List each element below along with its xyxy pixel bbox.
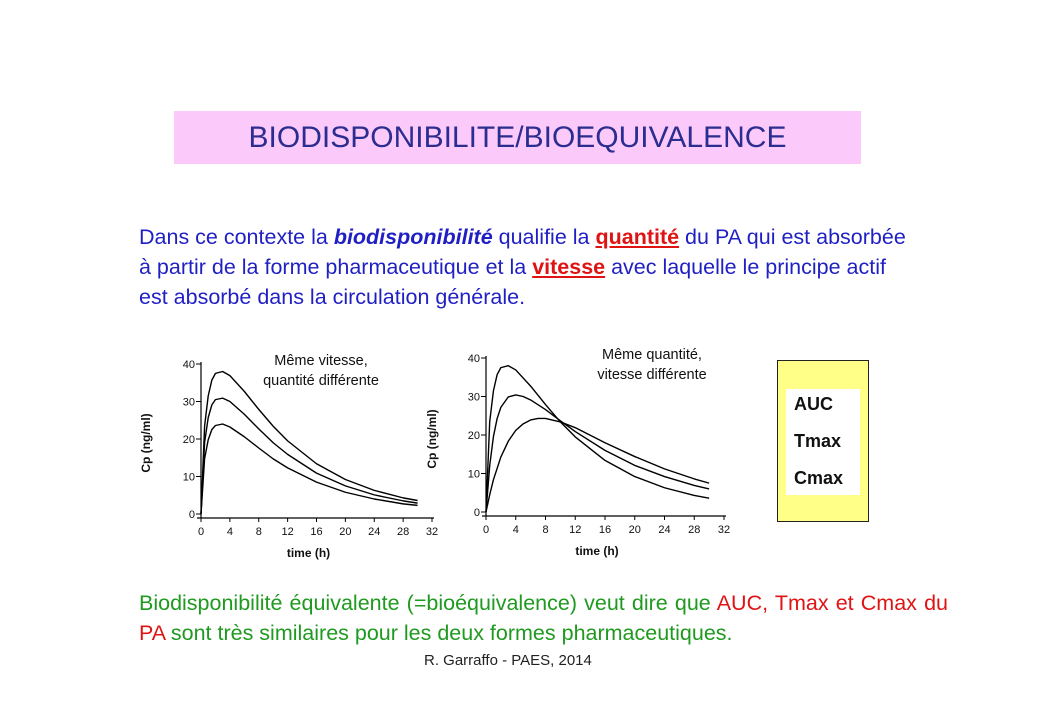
x-tick-label: 16 [598,524,612,536]
y-tick-label: 30 [182,396,195,409]
chart-annotation: Même quantité, [602,347,702,363]
series-line-1 [201,372,418,515]
y-tick-label: 10 [182,471,195,484]
x-axis-label: time (h) [575,544,619,558]
y-tick-label: 0 [473,507,480,519]
intro-text-2: qualifie la [492,225,596,249]
x-tick-label: 8 [542,524,549,536]
x-tick-label: 32 [717,524,731,536]
pk-parameters-list [786,389,860,495]
x-tick-label: 28 [688,524,701,536]
y-tick-label: 0 [188,509,195,521]
chart-same-quantity [420,340,740,570]
conclusion-paragraph [139,588,948,648]
title-banner [174,111,861,164]
y-axis-label: Cp (ng/ml) [139,413,153,473]
y-tick-label: 20 [467,430,480,442]
author-credit: R. Garraffo - PAES, 2014 [424,652,592,669]
series-line-2 [201,398,418,514]
intro-text-4: avec laquelle le principe actif est absorbé dans la circulation générale. [139,255,886,309]
x-tick-label: 32 [425,526,439,538]
x-tick-label: 16 [310,526,323,538]
intro-term-vitesse: vitesse [532,255,606,279]
y-tick-label: 40 [182,359,195,371]
param-cmax: Cmax [794,468,844,488]
x-tick-label: 24 [658,524,671,536]
intro-text-3: du PA qui est absorbée à partir de la forme pharmaceutique et la [139,225,906,279]
y-tick-label: 10 [467,468,480,481]
chart-annotation: quantité différente [263,373,379,389]
conclusion-text-1: Biodisponibilité équivalente (=bioéquivalence) veut dire que [139,591,717,615]
y-tick-label: 30 [467,391,480,404]
x-tick-label: 12 [569,524,582,536]
conclusion-parameters: AUC, Tmax et Cmax du PA [139,591,948,645]
y-tick-label: 40 [467,353,480,365]
x-tick-label: 4 [512,524,519,536]
x-tick-label: 0 [482,524,490,536]
x-tick-label: 28 [397,526,410,538]
chart-annotation: Même vitesse, [274,353,368,369]
x-tick-label: 24 [368,526,381,538]
intro-paragraph [139,222,919,312]
param-tmax: Tmax [794,431,842,451]
x-tick-label: 0 [197,526,205,538]
x-tick-label: 4 [226,526,233,538]
series-line-2 [486,395,709,512]
conclusion-text-2: sont très similaires pour les deux formes pharmaceutiques. [164,621,733,645]
x-tick-label: 12 [281,526,294,538]
param-auc: AUC [794,394,833,414]
page-title: BIODISPONIBILITE/BIOEQUIVALENCE [248,120,787,154]
x-axis-label: time (h) [286,546,331,560]
x-tick-label: 20 [628,524,641,536]
x-tick-label: 20 [339,526,352,538]
chart-annotation: vitesse différente [597,367,707,383]
x-tick-label: 8 [255,526,262,538]
chart-same-rate [134,340,454,570]
intro-term-biodisponibilite: biodisponibilité [333,225,493,249]
y-axis-label: Cp (ng/ml) [425,409,439,469]
y-tick-label: 20 [182,434,195,446]
pk-parameters-box [777,360,869,522]
intro-term-quantite: quantité [595,225,680,249]
series-line-3 [486,418,709,512]
intro-text-1: Dans ce contexte la [139,225,334,249]
